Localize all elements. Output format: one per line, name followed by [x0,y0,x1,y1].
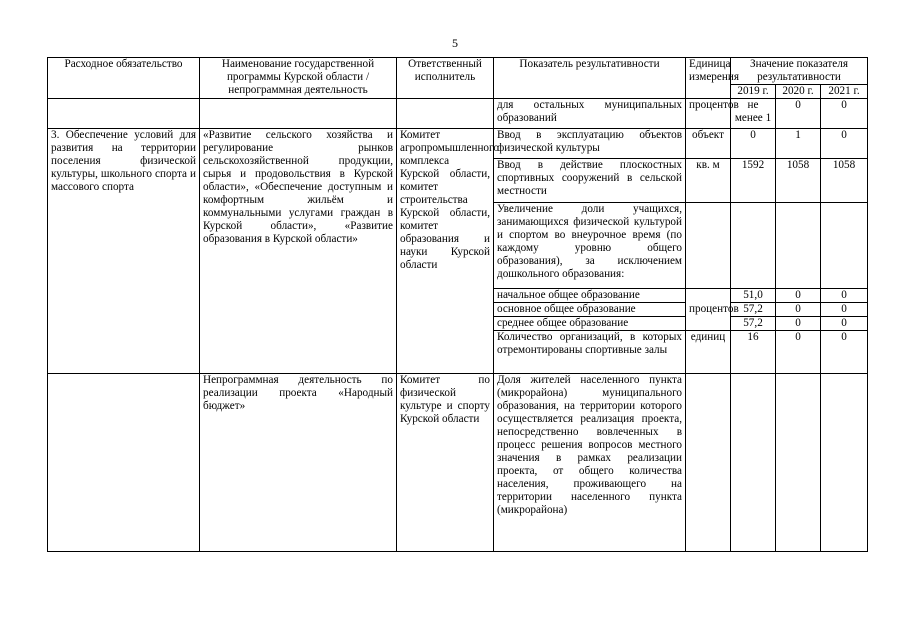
indicator-cell: начальное общее образование [494,289,686,303]
header-executor: Ответственный исполнитель [397,58,494,99]
value-2021: 0 [821,331,868,374]
obligation-cell: 3. Обеспечение условий для развития на территории поселения физической культуры, школьного спорта и массового спорта [48,129,200,374]
page-number: 5 [452,36,458,50]
unit-cell: кв. м [686,159,731,203]
indicator-cell: Увеличение доли учащихся, занимающихся физической культурой и спортом во внеурочное время (по каждому уровню общего образования), за исключением дошкольного образования: [494,203,686,289]
executor-cell: Комитет по физической культуре и спорту Курской области [397,374,494,552]
value-2019: 57,2 [731,317,776,331]
indicator-cell: Доля жителей населенного пункта (микрорайона) муниципального образования, на территории которого осуществляется реализация проекта, непосредственно вовлеченных в процесс решения вопросов местного значения в рамках реализации проекта, от общего количества населения, проживающего на территории населенного пункта (микрорайона) [494,374,686,552]
value-2020: 0 [776,331,821,374]
indicator-cell: Ввод в действие плоскостных спортивных сооружений в сельской местности [494,159,686,203]
table-row [48,374,868,552]
value-2021: 0 [821,303,868,317]
value-2020: 0 [776,303,821,317]
value-2020: 0 [776,317,821,331]
value-2021: 0 [821,99,868,129]
header-year-2020: 2020 г. [776,85,821,99]
header-year-2021: 2021 г. [821,85,868,99]
indicators-table [47,57,868,552]
indicator-cell: Ввод в эксплуатацию объектов физической культуры [494,129,686,159]
value-2020: 1058 [776,159,821,203]
unit-cell: единиц [686,331,731,374]
indicator-cell: среднее общее образование [494,317,686,331]
value-2019: 0 [731,129,776,159]
unit-cell: объект [686,129,731,159]
header-obligation: Расходное обязательство [48,58,200,99]
table-row [48,129,868,159]
value-2019: 16 [731,331,776,374]
program-cell: Непрограммная деятельность по реализации проекта «Народный бюджет» [200,374,397,552]
header-program: Наименование государственной программы Курской области / непрограммная деятельность [200,58,397,99]
unit-cell: процентов [686,289,731,331]
value-2020: 0 [776,99,821,129]
table-row [48,99,868,129]
executor-cell: Комитет агропромышленного комплекса Курской области, комитет строительства Курской области, комитет образования и науки Курской области [397,129,494,374]
program-cell: «Развитие сельского хозяйства и регулирование рынков сельскохозяйственной продукции, сырья и продовольствия в Курской области», «Обеспечение доступным и комфортным жильём и коммунальными услугами граждан в Курской области», «Развитие образования в Курской области» [200,129,397,374]
table-header-row [48,58,868,85]
value-2021: 0 [821,289,868,303]
value-2021: 1058 [821,159,868,203]
value-2019: 57,2 [731,303,776,317]
indicator-cell: для остальных муниципальных образований [494,99,686,129]
unit-cell: процентов [686,99,731,129]
value-2019: 51,0 [731,289,776,303]
header-values: Значение показателя результативности [731,58,868,85]
value-2019: не менее 1 [731,99,776,129]
indicator-cell: Количество организаций, в которых отремонтированы спортивные залы [494,331,686,374]
header-year-2019: 2019 г. [731,85,776,99]
value-2020: 1 [776,129,821,159]
value-2021: 0 [821,317,868,331]
value-2021: 0 [821,129,868,159]
value-2020: 0 [776,289,821,303]
indicator-cell: основное общее образование [494,303,686,317]
value-2019: 1592 [731,159,776,203]
header-unit: Единица измерения [686,58,731,99]
header-indicator: Показатель результативности [494,58,686,99]
